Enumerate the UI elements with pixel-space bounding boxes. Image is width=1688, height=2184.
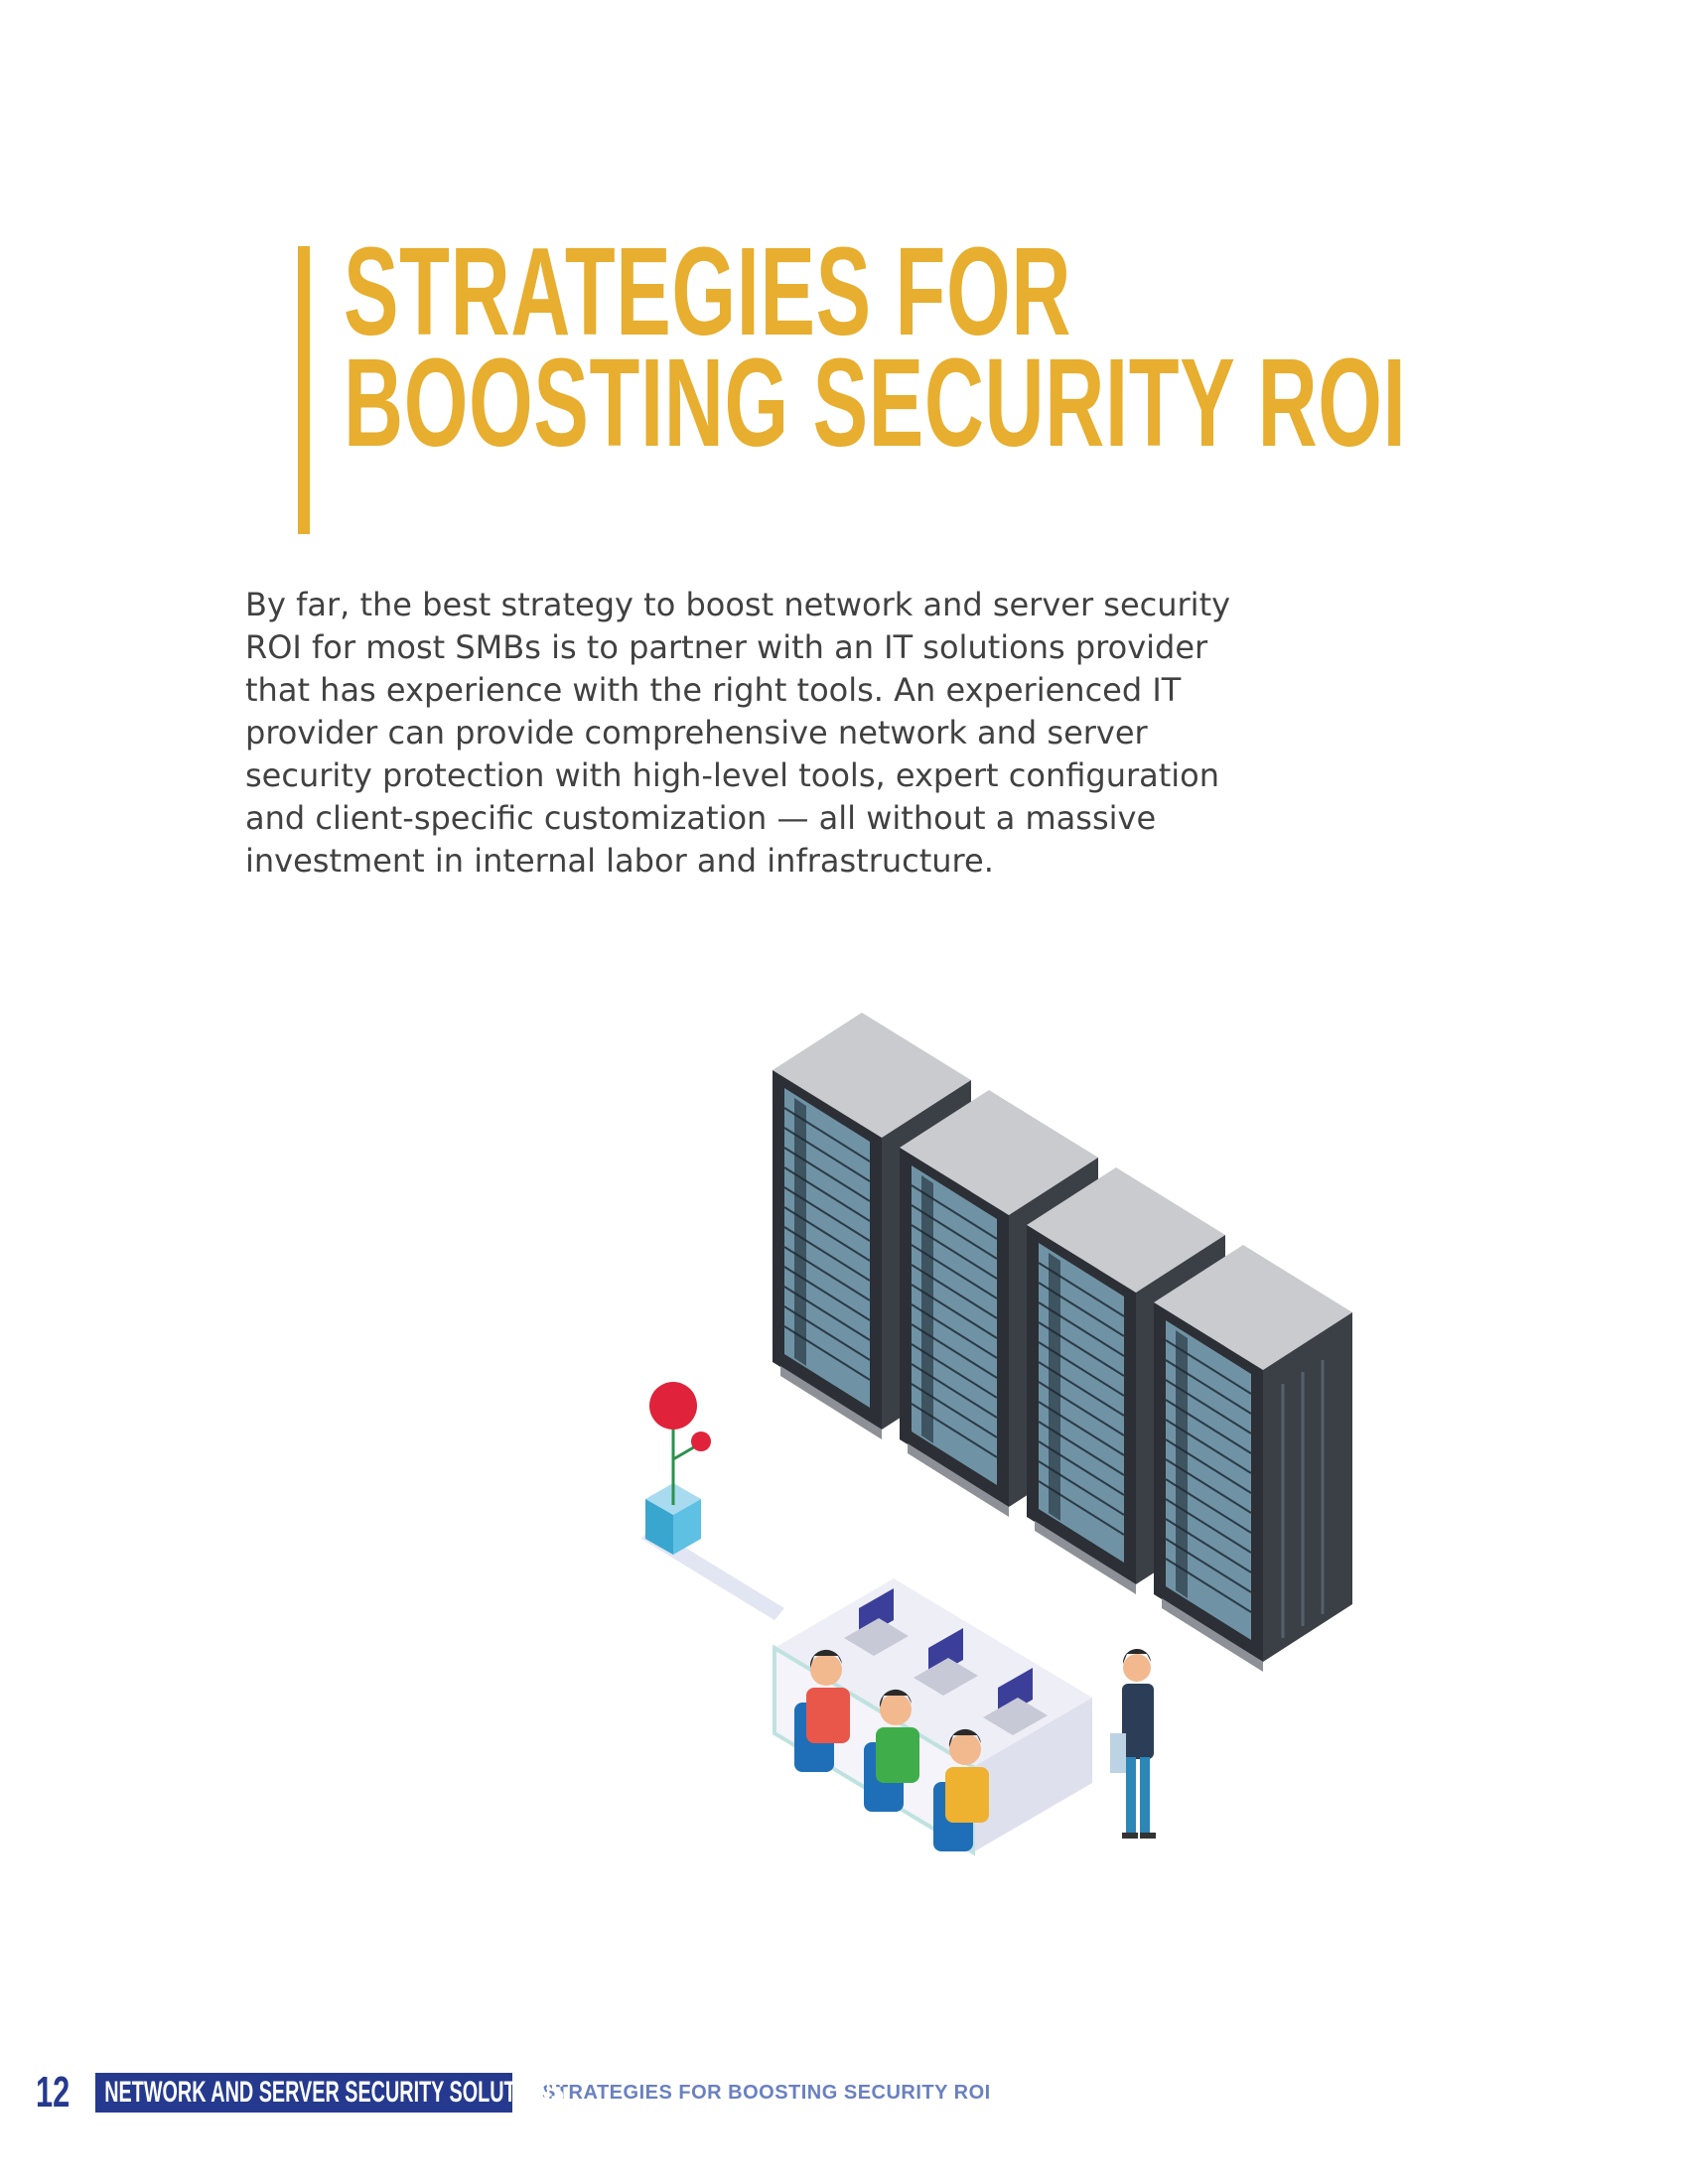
standing-man — [1110, 1649, 1156, 1839]
page-title — [344, 221, 1407, 473]
page-title-line-2: BOOSTING SECURITY ROI — [344, 333, 1407, 473]
page-number: 12 — [36, 2068, 70, 2116]
publication-title — [95, 2073, 565, 2113]
body-paragraph: By far, the best strategy to boost network and server security ROI for most SMBs is to partner with an IT solutions provider that has experience with the right tools. An experienced IT provider can provide comprehensive network and server security protection with high-level tools, expert configuration and client-specific customization — all without a massive investment in internal labor and infrastructure. — [245, 586, 1231, 880]
section-title: STRATEGIES FOR BOOSTING SECURITY ROI — [542, 2081, 991, 2104]
plant-icon — [645, 1382, 711, 1555]
page-title-line-1: STRATEGIES FOR — [344, 221, 1072, 361]
server-room-illustration — [645, 1013, 1390, 1886]
publication-title-text: NETWORK AND SERVER SECURITY SOLUTIONS — [104, 2076, 565, 2109]
headline-accent-bar — [298, 246, 310, 534]
page-footer — [36, 2068, 991, 2116]
